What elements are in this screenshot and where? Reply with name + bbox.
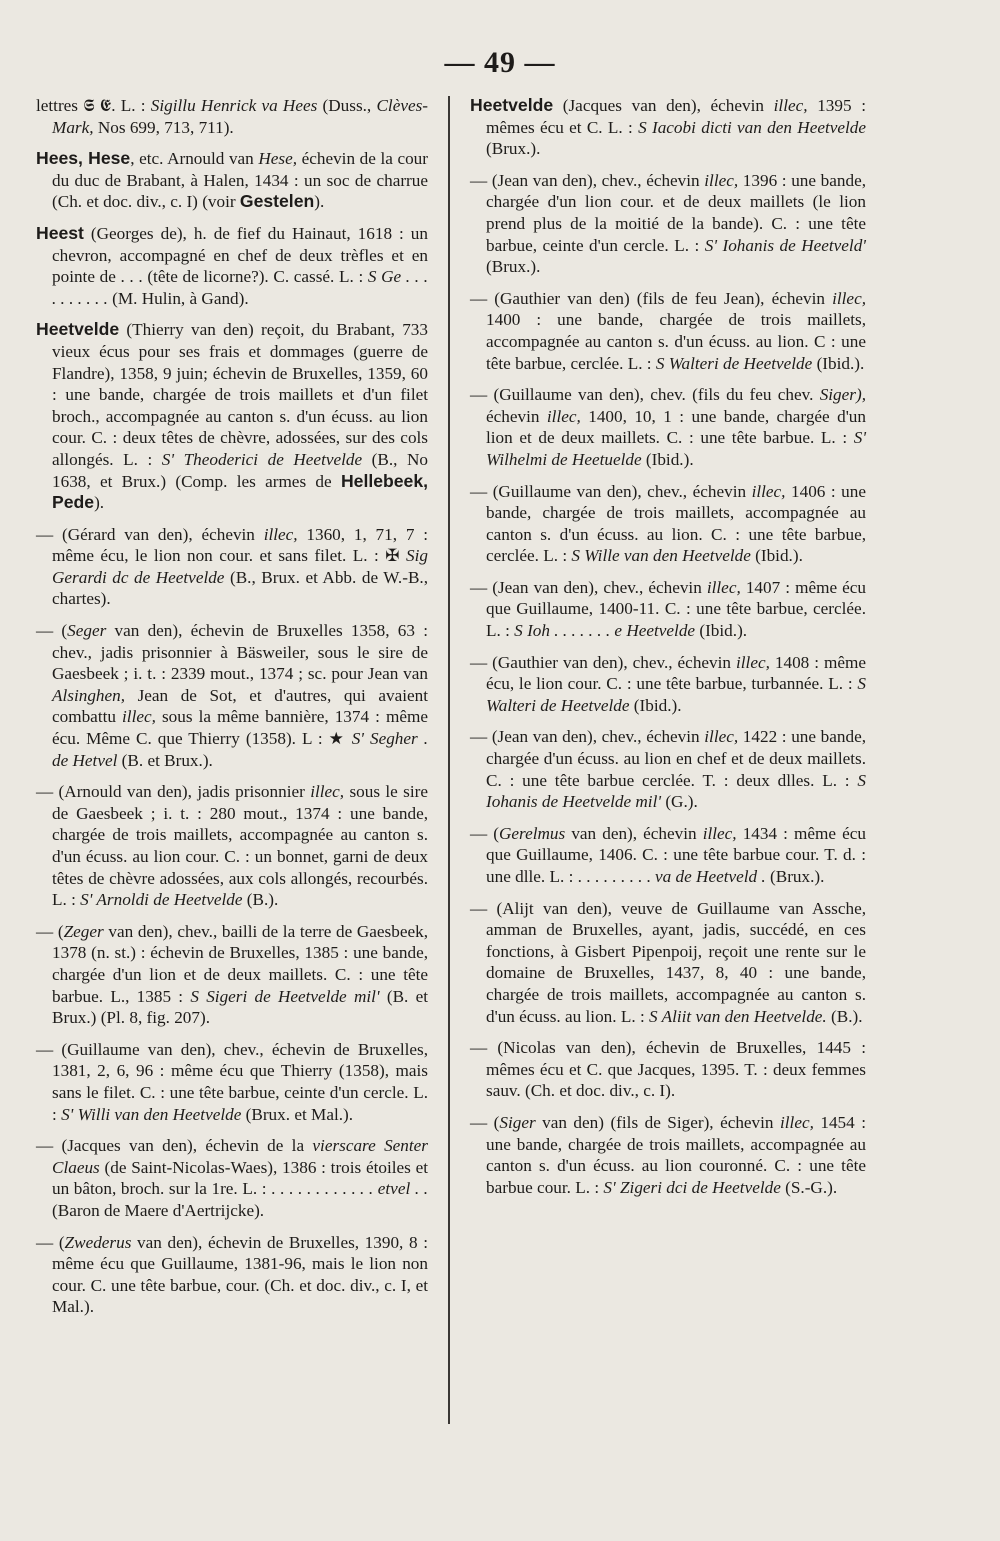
entry-text: — (Gérard van den), échevin <box>36 524 264 544</box>
entry-text: sous le sire de Gaesbeek ; i. t. : 280 mout., 1374 : une bande, chargée de trois maillets, accompagnée au canton s. d'un écuss. au lion cour. C. : un bonnet, garni de deux têtes de chèvre adossées, aux cols allongés, recourbés. L. : <box>52 782 428 910</box>
entry-text: Zwederus <box>64 1232 132 1252</box>
entry-paragraph <box>470 652 866 717</box>
entry-paragraph <box>470 288 866 374</box>
entry-text: Jean de Sot, et d'autres, qui avaient combattu <box>52 685 428 727</box>
entry-paragraph <box>470 384 866 470</box>
entry-text: illec, <box>736 652 770 672</box>
entry-text: — (Jacques van den), échevin de la <box>36 1136 313 1156</box>
entry-text: S' Willi van den Heetvelde <box>61 1104 242 1124</box>
entry-heading: Heetvelde <box>470 95 554 115</box>
entry-text: Seger <box>67 621 107 641</box>
entry-text: S' Wilhelmi de Heetuelde <box>486 428 866 469</box>
entry-text: Clèves-Mark, <box>52 96 428 137</box>
entry-heading: Hees, Hese <box>36 148 131 169</box>
entry-paragraph <box>36 921 428 1029</box>
entry-text: 1360, 1, 71, 7 : même écu, le lion non cour. et sans filet. L. : ✠ <box>52 524 428 566</box>
entry-text: (Ibid.). <box>750 546 803 566</box>
entry-paragraph <box>470 481 866 567</box>
entry-text: van den), échevin <box>565 823 703 843</box>
entry-text: S Walteri de Heetvelde <box>655 353 813 373</box>
entry-text: S Ge . . . . . . . . . . <box>52 267 428 308</box>
entry-text: van den), échevin de Bruxelles 1358, 63 : chev., jadis prisonnier à Bäsweiler, sous le sire de Gaesbeek ; i. t. : 2339 mout., 1374 ; sc. pour Jean van <box>52 621 428 684</box>
entry-text: (Brux.). <box>486 139 541 159</box>
entry-text: (B. et Brux.) (Pl. 8, fig. 207). <box>52 986 428 1028</box>
left-column <box>36 95 428 1328</box>
entry-text: illec, <box>702 823 737 843</box>
entry-text: — (Alijt van den), veuve de Guillaume van Assche, amman de Bruxelles, ayant, jadis, succédé, en ces fonctions, à Gisbert Pipenpoij, reçoit une rente sur le domaine de Bruxelles, 1437, 8, 40 : une bande, chargée de trois maillets, accompagnée au canton s. d'un écuss. au lion. L. : <box>470 898 866 1026</box>
entry-text: , etc. Arnould van <box>130 149 259 169</box>
entry-text: Nos 699, 713, 711). <box>93 117 234 137</box>
entry-text: Gerelmus <box>499 823 566 843</box>
entry-text: van den), chev., bailli de la terre de Gaesbeek, 1378 (n. st.) : échevin de Bruxelles, 1385 : une bande, chargée d'un lion et de deux maillets. C. : une tête barbue. L., 1385 : <box>52 921 428 1006</box>
entry-text: — ( <box>36 921 64 941</box>
entry-text: illec, <box>832 288 866 308</box>
entry-text: 1434 : même écu que Guillaume, 1406. C. : une tête barbue cour. T. d. : une dlle. L. : . . . . . . . . . <box>486 823 866 886</box>
entry-text: (B.). <box>242 890 279 910</box>
entry-text: Siger <box>499 1112 536 1132</box>
entry-heading: Heetvelde <box>36 319 120 340</box>
entry-text: (Brux. et Mal.). <box>241 1104 354 1124</box>
entry-text: Zeger <box>63 921 104 941</box>
entry-text: (Brux.). <box>765 867 825 886</box>
page-number: — 49 — <box>444 46 556 79</box>
entry-paragraph <box>36 95 428 138</box>
entry-text: — ( <box>470 823 500 843</box>
entry-text: S Iacobi dicti van den Heetvelde <box>638 117 866 137</box>
entry-text: 1454 : une bande, chargée de trois maillets, accompagnée au canton s. d'un écuss. au lion couronné. C. : une tête barbue cour. L. : <box>486 1112 866 1197</box>
entry-text: (G.). <box>661 792 698 812</box>
entry-text: (Ibid.). <box>629 695 682 715</box>
entry-paragraph <box>36 223 428 309</box>
entry-text: (Jacques van den), échevin <box>553 96 774 115</box>
entry-text: ). <box>314 192 325 212</box>
entry-paragraph <box>36 620 428 771</box>
entry-text: (de Saint-Nicolas-Waes), 1386 : trois étoiles et un bâton, broch. sur la 1re. L. : . . . . . . . . . . <box>52 1157 428 1199</box>
entry-text: illec, <box>751 481 786 501</box>
entry-text: — (Guillaume van den), chev., échevin <box>470 481 752 501</box>
entry-text: 1406 : une bande, chargée de trois maillets, accompagnée au canton s. d'un écuss. au lion. C. : une tête barbue, cerclée. L. : <box>486 481 867 566</box>
entry-text: échevin de la cour du duc de Brabant, à Halen, 1434 : un soc de charrue (Ch. et doc. div., c. I) (voir <box>52 149 428 212</box>
entry-text: illec, <box>546 406 581 426</box>
entry-text: illec, <box>122 707 156 727</box>
entry-text: — (Arnould van den), jadis prisonnier <box>36 782 311 802</box>
entry-text: van den) (fils de Siger), échevin <box>535 1112 780 1132</box>
entry-heading: Heest <box>36 222 84 243</box>
entry-paragraph <box>470 898 866 1028</box>
entry-text: (Ibid.). <box>812 353 865 373</box>
entry-text: lettres 𝕾 𝕰. L. : <box>36 96 151 115</box>
entry-text: — (Jean van den), chev., échevin <box>470 170 705 190</box>
entry-text: — (Jean van den), chev., échevin <box>470 727 705 747</box>
entry-paragraph <box>36 781 428 911</box>
entry-paragraph <box>36 319 428 513</box>
entry-text: 1400, 10, 1 : une bande, chargée d'un lion et de deux maillets. C. : une tête barbue. L. : <box>486 406 866 448</box>
entry-text: (B.). <box>826 1006 863 1026</box>
entry-text: 1407 : même écu que Guillaume, 1400-11. C. : une tête barbue, cerclée. L. : <box>486 577 867 641</box>
entry-text: illec, <box>780 1112 814 1132</box>
entry-text: — ( <box>36 1232 65 1252</box>
entry-text: illec, <box>263 524 298 544</box>
entry-text: (Ibid.). <box>641 449 694 469</box>
entry-text: (Thierry van den) reçoit, du Brabant, 733 vieux écus pour ses frais et dommages (guerre de Flandre), 1358, 9 juin; échevin de Bruxelles, 1359, 60 : une bande, chargée de trois maillets et d'un filet broch., accompagnée au canton s. d'un écuss. au lion cour. C. : deux têtes de chèvre, adossées, sur des cols allongés. L. : <box>52 320 428 469</box>
entry-text: S' Arnoldi de Heetvelde <box>80 890 243 910</box>
entry-text: illec, <box>310 782 345 802</box>
entry-text: va de Heetveld . <box>655 867 766 886</box>
entry-paragraph <box>470 726 866 812</box>
entry-heading: Hellebeek, Pede <box>52 470 428 513</box>
entry-text: échevin <box>486 406 547 426</box>
entry-text: S Sigeri de Heetvelde mil' <box>190 986 380 1006</box>
entry-text: S' Iohanis de Heetveld' <box>704 235 866 255</box>
entry-paragraph <box>470 95 866 160</box>
entry-text: (S.-G.). <box>780 1177 838 1197</box>
entry-text: sous la même bannière, 1374 : même écu. Même C. que Thierry (1358). L : ★ <box>52 707 428 749</box>
entry-text: S' Segher . de Hetvel <box>52 729 428 770</box>
entry-paragraph <box>470 577 866 642</box>
entry-text: illec, <box>704 170 739 190</box>
entry-paragraph <box>36 1039 428 1125</box>
entry-heading: Gestelen <box>239 191 315 212</box>
entry-text: . . etvel . . <box>360 1179 429 1199</box>
entry-text: — (Gauthier van den) (fils de feu Jean), échevin <box>470 288 833 308</box>
entry-text: — ( <box>36 621 68 641</box>
entry-text: S Iohanis de Heetvelde mil' <box>486 770 866 812</box>
entry-text: — (Guillaume van den), chev. (fils du feu chev. <box>470 385 820 405</box>
entry-text: — (Jean van den), chev., échevin <box>470 577 707 597</box>
entry-text: — (Gauthier van den), chev., échevin <box>470 652 736 672</box>
entry-text: — (Guillaume van den), chev., échevin de Bruxelles, 1381, 2, 6, 96 : même écu que Thierry (1358), mais sans le filet. C. : une tête barbue, ceinte d'un cercle. L. : <box>36 1039 428 1124</box>
entry-text: S' Theoderici de Heetvelde <box>161 449 363 469</box>
entry-text: S Ioh . . . . . . . e Heetvelde <box>514 621 696 641</box>
entry-text: illec, <box>704 727 739 747</box>
entry-text: (M. Hulin, à Gand). <box>107 288 249 308</box>
entry-text: 1422 : une bande, chargée d'un écuss. au lion en chef et de deux maillets. C. : une tête barbue cerclée. T. : deux dlles. L. : <box>486 727 866 790</box>
entry-text: (B., Brux. et Abb. de W.-B., chartes). <box>52 567 428 609</box>
entry-text: Alsinghen, <box>52 685 126 705</box>
entry-paragraph <box>36 1135 428 1221</box>
entry-paragraph <box>36 524 428 610</box>
entry-text: illec, <box>706 577 741 597</box>
entry-text: Siger), <box>819 385 866 405</box>
entry-text: S Walteri de Heetvelde <box>486 674 866 715</box>
entry-text: Hese, <box>258 149 298 169</box>
entry-text: 1400 : une bande, chargée de trois maillets, accompagnée au canton s. d'un écuss. au lion. C : une tête barbue, cerclée. L. : <box>486 310 866 373</box>
entry-paragraph <box>470 170 866 278</box>
entry-text: 1396 : une bande, chargée d'un lion cour. et de deux maillets (le lion prend plus de la moitié de la bande). C. : une tête barbue, ceinte d'un cercle. L. : <box>486 170 866 255</box>
entry-text: ). <box>94 493 105 513</box>
entry-text: (Duss., <box>317 96 377 115</box>
column-divider <box>448 96 450 1424</box>
entry-paragraph <box>36 1232 428 1318</box>
entry-text: (B. et Brux.). <box>117 750 213 770</box>
entry-text: — (Nicolas van den), échevin de Bruxelles, 1445 : mêmes écu et C. que Jacques, 1395. T. : deux femmes sauv. (Ch. et doc. div., c. I). <box>470 1038 866 1101</box>
entry-text: Sig Gerardi dc de Heetvelde <box>52 546 428 587</box>
entry-text: 1408 : même écu, le lion cour. C. : une tête barbue, turbannée. L. : <box>486 652 866 694</box>
entry-text: S Wille van den Heetvelde <box>571 546 751 566</box>
entry-text: (B., No 1638, et Brux.) (Comp. les armes de <box>52 449 428 491</box>
entry-text: Sigillu Henrick va Hees <box>150 96 318 115</box>
entry-text: (Brux.). <box>486 257 541 277</box>
entry-paragraph <box>36 148 428 213</box>
right-column <box>470 95 866 1208</box>
entry-text: 1395 : mêmes écu et C. L. : <box>486 96 866 137</box>
entry-text: (Baron de Maere d'Aertrijcke). <box>52 1200 265 1220</box>
entry-text: vierscare Senter Claeus <box>52 1136 428 1177</box>
entry-text: S Aliit van den Heetvelde. <box>649 1006 827 1026</box>
entry-text: — ( <box>470 1112 500 1132</box>
entry-text: S' Zigeri dci de Heetvelde <box>603 1177 781 1197</box>
entry-text: illec, <box>773 96 808 115</box>
entry-paragraph <box>470 1037 866 1102</box>
entry-text: (Georges de), h. de fief du Hainaut, 1618 : un chevron, accompagné en chef de deux trèfles et en pointe de . . . (tête de licorne?). C. cassé. L. : <box>52 223 428 287</box>
entry-text: van den), échevin de Bruxelles, 1390, 8 : même écu que Guillaume, 1381-96, mais le lion non cour. C. une tête barbue, cour. (Ch. et doc. div., c. I, et Mal.). <box>52 1232 428 1317</box>
entry-text: (Ibid.). <box>695 621 748 641</box>
entry-paragraph <box>470 1112 866 1198</box>
entry-paragraph <box>470 823 866 888</box>
